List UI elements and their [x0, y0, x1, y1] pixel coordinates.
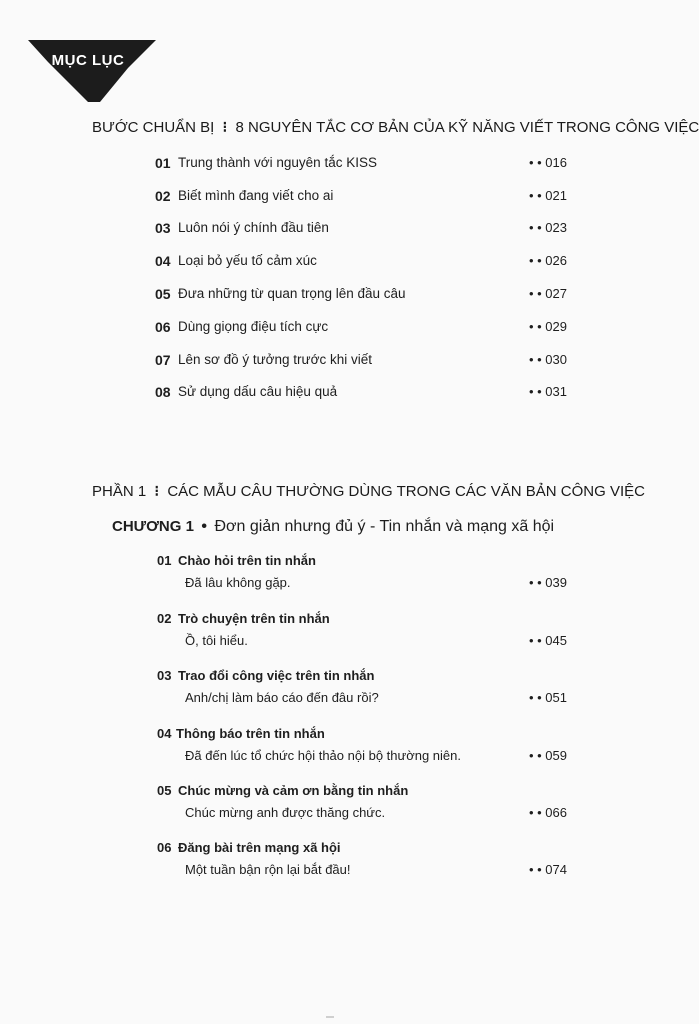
- lesson-number: 06: [157, 840, 172, 855]
- lesson-subtitle: Đã lâu không gặp.: [185, 575, 291, 590]
- entry-number: 08: [155, 384, 171, 400]
- prep-heading: [92, 118, 699, 136]
- entry-title: Lên sơ đồ ý tưởng trước khi viết: [178, 352, 372, 367]
- prep-heading-title: 8 NGUYÊN TẮC CƠ BẢN CỦA KỸ NĂNG VIẾT TRONG CÔNG VIỆC: [235, 119, 699, 136]
- banner-shape: [28, 40, 158, 102]
- banner-title: MỤC LỤC: [51, 52, 125, 69]
- entry-title: Sử dụng dấu câu hiệu quả: [178, 384, 338, 399]
- entry-number: 07: [155, 352, 171, 368]
- toc-entry[interactable]: [0, 384, 628, 404]
- chapter-bullet: •: [201, 518, 207, 535]
- entry-page: • • 027: [528, 286, 567, 301]
- entry-title: Biết mình đang viết cho ai: [178, 188, 334, 203]
- entry-number: 05: [155, 286, 171, 302]
- prep-separator: ⁝: [222, 119, 228, 136]
- lesson-subtitle: Anh/chị làm báo cáo đến đâu rồi?: [185, 690, 379, 705]
- toc-entry[interactable]: [0, 352, 628, 372]
- chapter-title: Đơn giản nhưng đủ ý - Tin nhắn và mạng xã hội: [214, 518, 555, 535]
- toc-entry[interactable]: [0, 188, 628, 208]
- lesson-number: 04: [157, 726, 172, 741]
- entry-title: Trung thành với nguyên tắc KISS: [178, 155, 377, 170]
- part1-heading: [92, 482, 645, 500]
- entry-page: • • 029: [528, 319, 567, 334]
- entry-title: Luôn nói ý chính đầu tiên: [178, 220, 329, 235]
- entry-page: • • 031: [528, 384, 567, 399]
- toc-entry[interactable]: [0, 286, 628, 306]
- entry-number: 01: [155, 155, 171, 171]
- lesson-number: 03: [157, 668, 172, 683]
- toc-entry[interactable]: [0, 319, 628, 339]
- entry-number: 04: [155, 253, 171, 269]
- toc-entry[interactable]: [0, 155, 628, 175]
- entry-page: • • 021: [528, 188, 567, 203]
- lesson-title: Trao đổi công việc trên tin nhắn: [178, 668, 375, 683]
- chapter-label: CHƯƠNG 1: [112, 518, 194, 535]
- entry-title: Dùng giọng điệu tích cực: [178, 319, 329, 334]
- prep-heading-label: BƯỚC CHUẨN BỊ: [92, 119, 215, 136]
- lesson-page: • • 059: [528, 748, 567, 763]
- lesson-title: Chào hỏi trên tin nhắn: [178, 553, 316, 568]
- entry-title: Đưa những từ quan trọng lên đầu câu: [178, 286, 406, 301]
- lesson-number: 02: [157, 611, 172, 626]
- entry-number: 03: [155, 220, 171, 236]
- entry-number: 02: [155, 188, 171, 204]
- entry-title: Loại bỏ yếu tố cảm xúc: [178, 253, 317, 268]
- lesson-page: • • 045: [528, 633, 567, 648]
- chapter-heading[interactable]: [112, 518, 554, 536]
- lesson-subtitle: Chúc mừng anh được thăng chức.: [185, 805, 386, 820]
- toc-entry[interactable]: [0, 253, 628, 273]
- entry-number: 06: [155, 319, 171, 335]
- entry-page: • • 023: [528, 220, 567, 235]
- lesson-page: • • 066: [528, 805, 567, 820]
- lesson-title: Đăng bài trên mạng xã hội: [178, 840, 341, 855]
- lesson-title: Thông báo trên tin nhắn: [176, 726, 325, 741]
- lesson-subtitle: Ồ, tôi hiểu.: [185, 633, 248, 648]
- part1-heading-title: CÁC MẪU CÂU THƯỜNG DÙNG TRONG CÁC VĂN BẢN CÔNG VIỆC: [167, 483, 645, 500]
- page-bottom-mark: [326, 1016, 334, 1018]
- lesson-number: 05: [157, 783, 172, 798]
- lesson-title: Chúc mừng và cảm ơn bằng tin nhắn: [178, 783, 409, 798]
- entry-page: • • 030: [528, 352, 567, 367]
- part1-heading-label: PHẦN 1: [92, 483, 147, 500]
- lesson-title: Trò chuyện trên tin nhắn: [178, 611, 330, 626]
- toc-entry[interactable]: [0, 220, 628, 240]
- lesson-page: • • 074: [528, 862, 567, 877]
- lesson-page: • • 039: [528, 575, 567, 590]
- toc-banner: [28, 40, 158, 102]
- entry-page: • • 016: [528, 155, 567, 170]
- entry-page: • • 026: [528, 253, 567, 268]
- lesson-number: 01: [157, 553, 172, 568]
- part1-separator: ⁝: [154, 483, 160, 500]
- lesson-subtitle: Đã đến lúc tổ chức hội thảo nội bộ thường niên.: [185, 748, 461, 763]
- lesson-page: • • 051: [528, 690, 567, 705]
- lesson-subtitle: Một tuần bận rộn lại bắt đầu!: [185, 862, 351, 877]
